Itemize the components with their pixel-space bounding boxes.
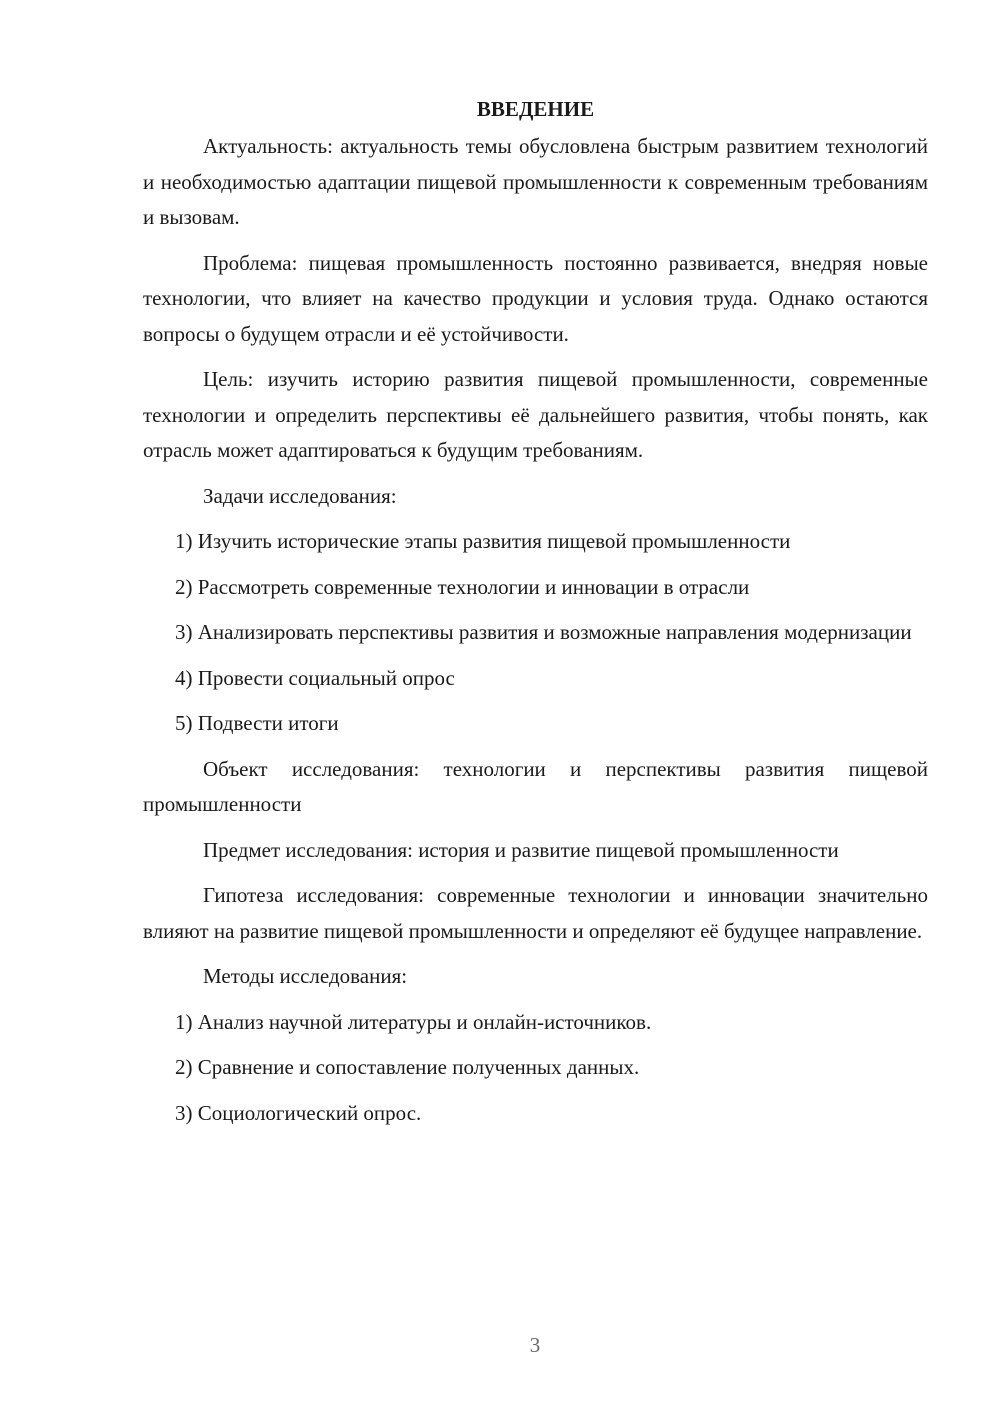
problem-paragraph: Проблема: пищевая промышленность постоянно развивается, внедряя новые технологии, что влияет на качество продукции и условия труда. Однако остаются вопросы о будущем отрасли и её устойчивости. — [143, 250, 928, 346]
relevance-paragraph: Актуальность: актуальность темы обусловлена быстрым развитием технологий и необходимостью адаптации пищевой промышленности к современным требованиям и вызовам. — [143, 134, 928, 229]
method-item: 3) Социологический опрос. — [175, 1100, 422, 1125]
hypothesis-paragraph: Гипотеза исследования: современные технологии и инновации значительно влияют на развитие пищевой промышленности и определяют её будущее направление. — [143, 883, 928, 943]
task-item: 2) Рассмотреть современные технологии и инновации в отрасли — [175, 574, 750, 599]
tasks-heading: Задачи исследования: — [203, 483, 397, 508]
section-title: ВВЕДЕНИЕ — [476, 97, 595, 121]
goal-paragraph: Цель: изучить историю развития пищевой промышленности, современные технологии и определить перспективы её дальнейшего развития, чтобы понять, как отрасль может адаптироваться к будущим требованиям. — [143, 367, 928, 462]
document-page — [143, 92, 928, 1141]
subject-paragraph: Предмет исследования: история и развитие пищевой промышленности — [203, 837, 839, 862]
object-paragraph: Объект исследования: технологии и перспективы развития пищевой промышленности — [143, 756, 928, 816]
methods-heading: Методы исследования: — [203, 964, 408, 988]
method-item: 1) Анализ научной литературы и онлайн-источников. — [175, 1009, 652, 1034]
task-item: 1) Изучить исторические этапы развития пищевой промышленности — [175, 529, 791, 553]
task-item: 5) Подвести итоги — [175, 711, 339, 735]
page-number: 3 — [529, 1333, 541, 1357]
task-item: 3) Анализировать перспективы развития и возможные направления модернизации — [175, 620, 912, 644]
task-item: 4) Провести социальный опрос — [175, 665, 455, 690]
method-item: 2) Сравнение и сопоставление полученных данных. — [175, 1055, 640, 1079]
